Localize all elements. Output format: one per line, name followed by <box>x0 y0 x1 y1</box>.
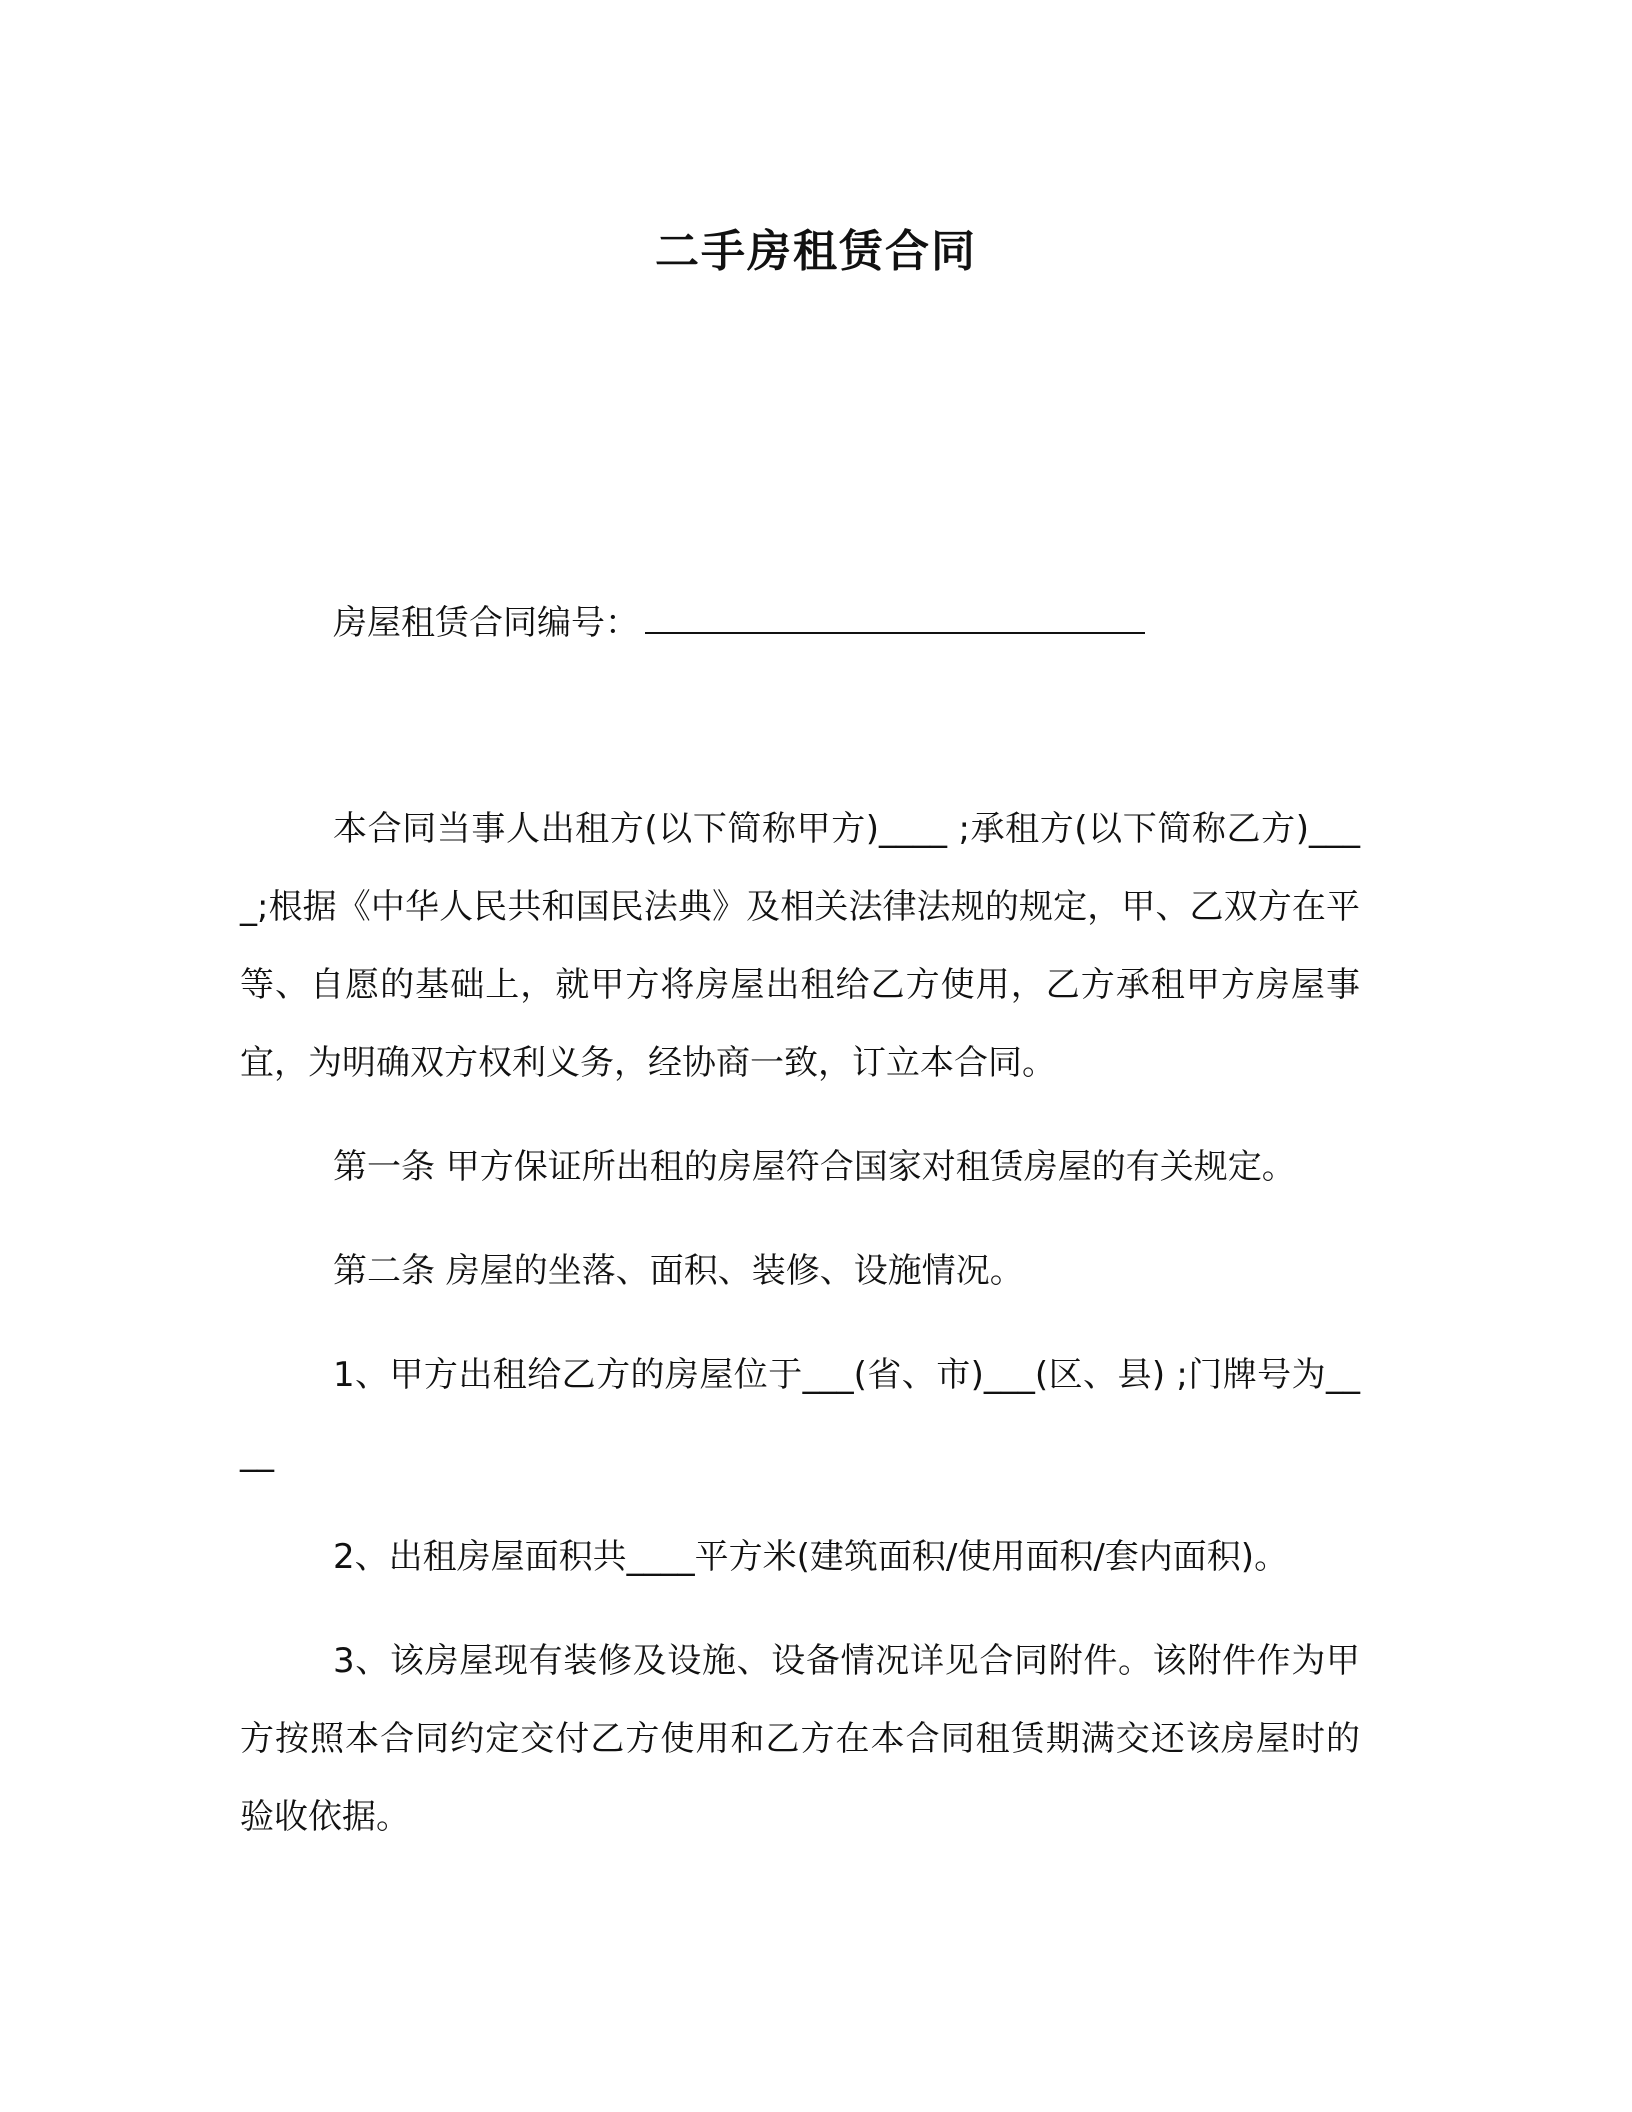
contract-number-row <box>333 600 1145 646</box>
document-body <box>240 790 1360 1882</box>
document-title: 二手房租赁合同 <box>655 226 977 277</box>
paragraph-article-1: 第一条 甲方保证所出租的房屋符合国家对租赁房屋的有关规定。 <box>333 1147 1296 1187</box>
contract-number-blank <box>645 602 1145 634</box>
contract-number-label: 房屋租赁合同编号： <box>333 603 639 643</box>
paragraph-parties: 本合同当事人出租方(以下简称甲方)____ ;承租方(以下简称乙方)____;根据《中华人民共和国民法典》及相关法律法规的规定，甲、乙双方在平等、自愿的基础上，就甲方将房屋出租给乙方使用，乙方承租甲方房屋事宜，为明确双方权利义务，经协商一致，订立本合同。 <box>240 809 1360 1083</box>
paragraph-item-2: 2、出租房屋面积共____平方米(建筑面积/使用面积/套内面积)。 <box>333 1537 1289 1577</box>
paragraph-item-1: 1、甲方出租给乙方的房屋位于___(省、市)___(区、县) ;门牌号为____ <box>240 1355 1360 1473</box>
paragraph-article-2: 第二条 房屋的坐落、面积、装修、设施情况。 <box>333 1251 1024 1291</box>
paragraph-item-3: 3、该房屋现有装修及设施、设备情况详见合同附件。该附件作为甲方按照本合同约定交付乙方使用和乙方在本合同租赁期满交还该房屋时的验收依据。 <box>240 1641 1360 1837</box>
